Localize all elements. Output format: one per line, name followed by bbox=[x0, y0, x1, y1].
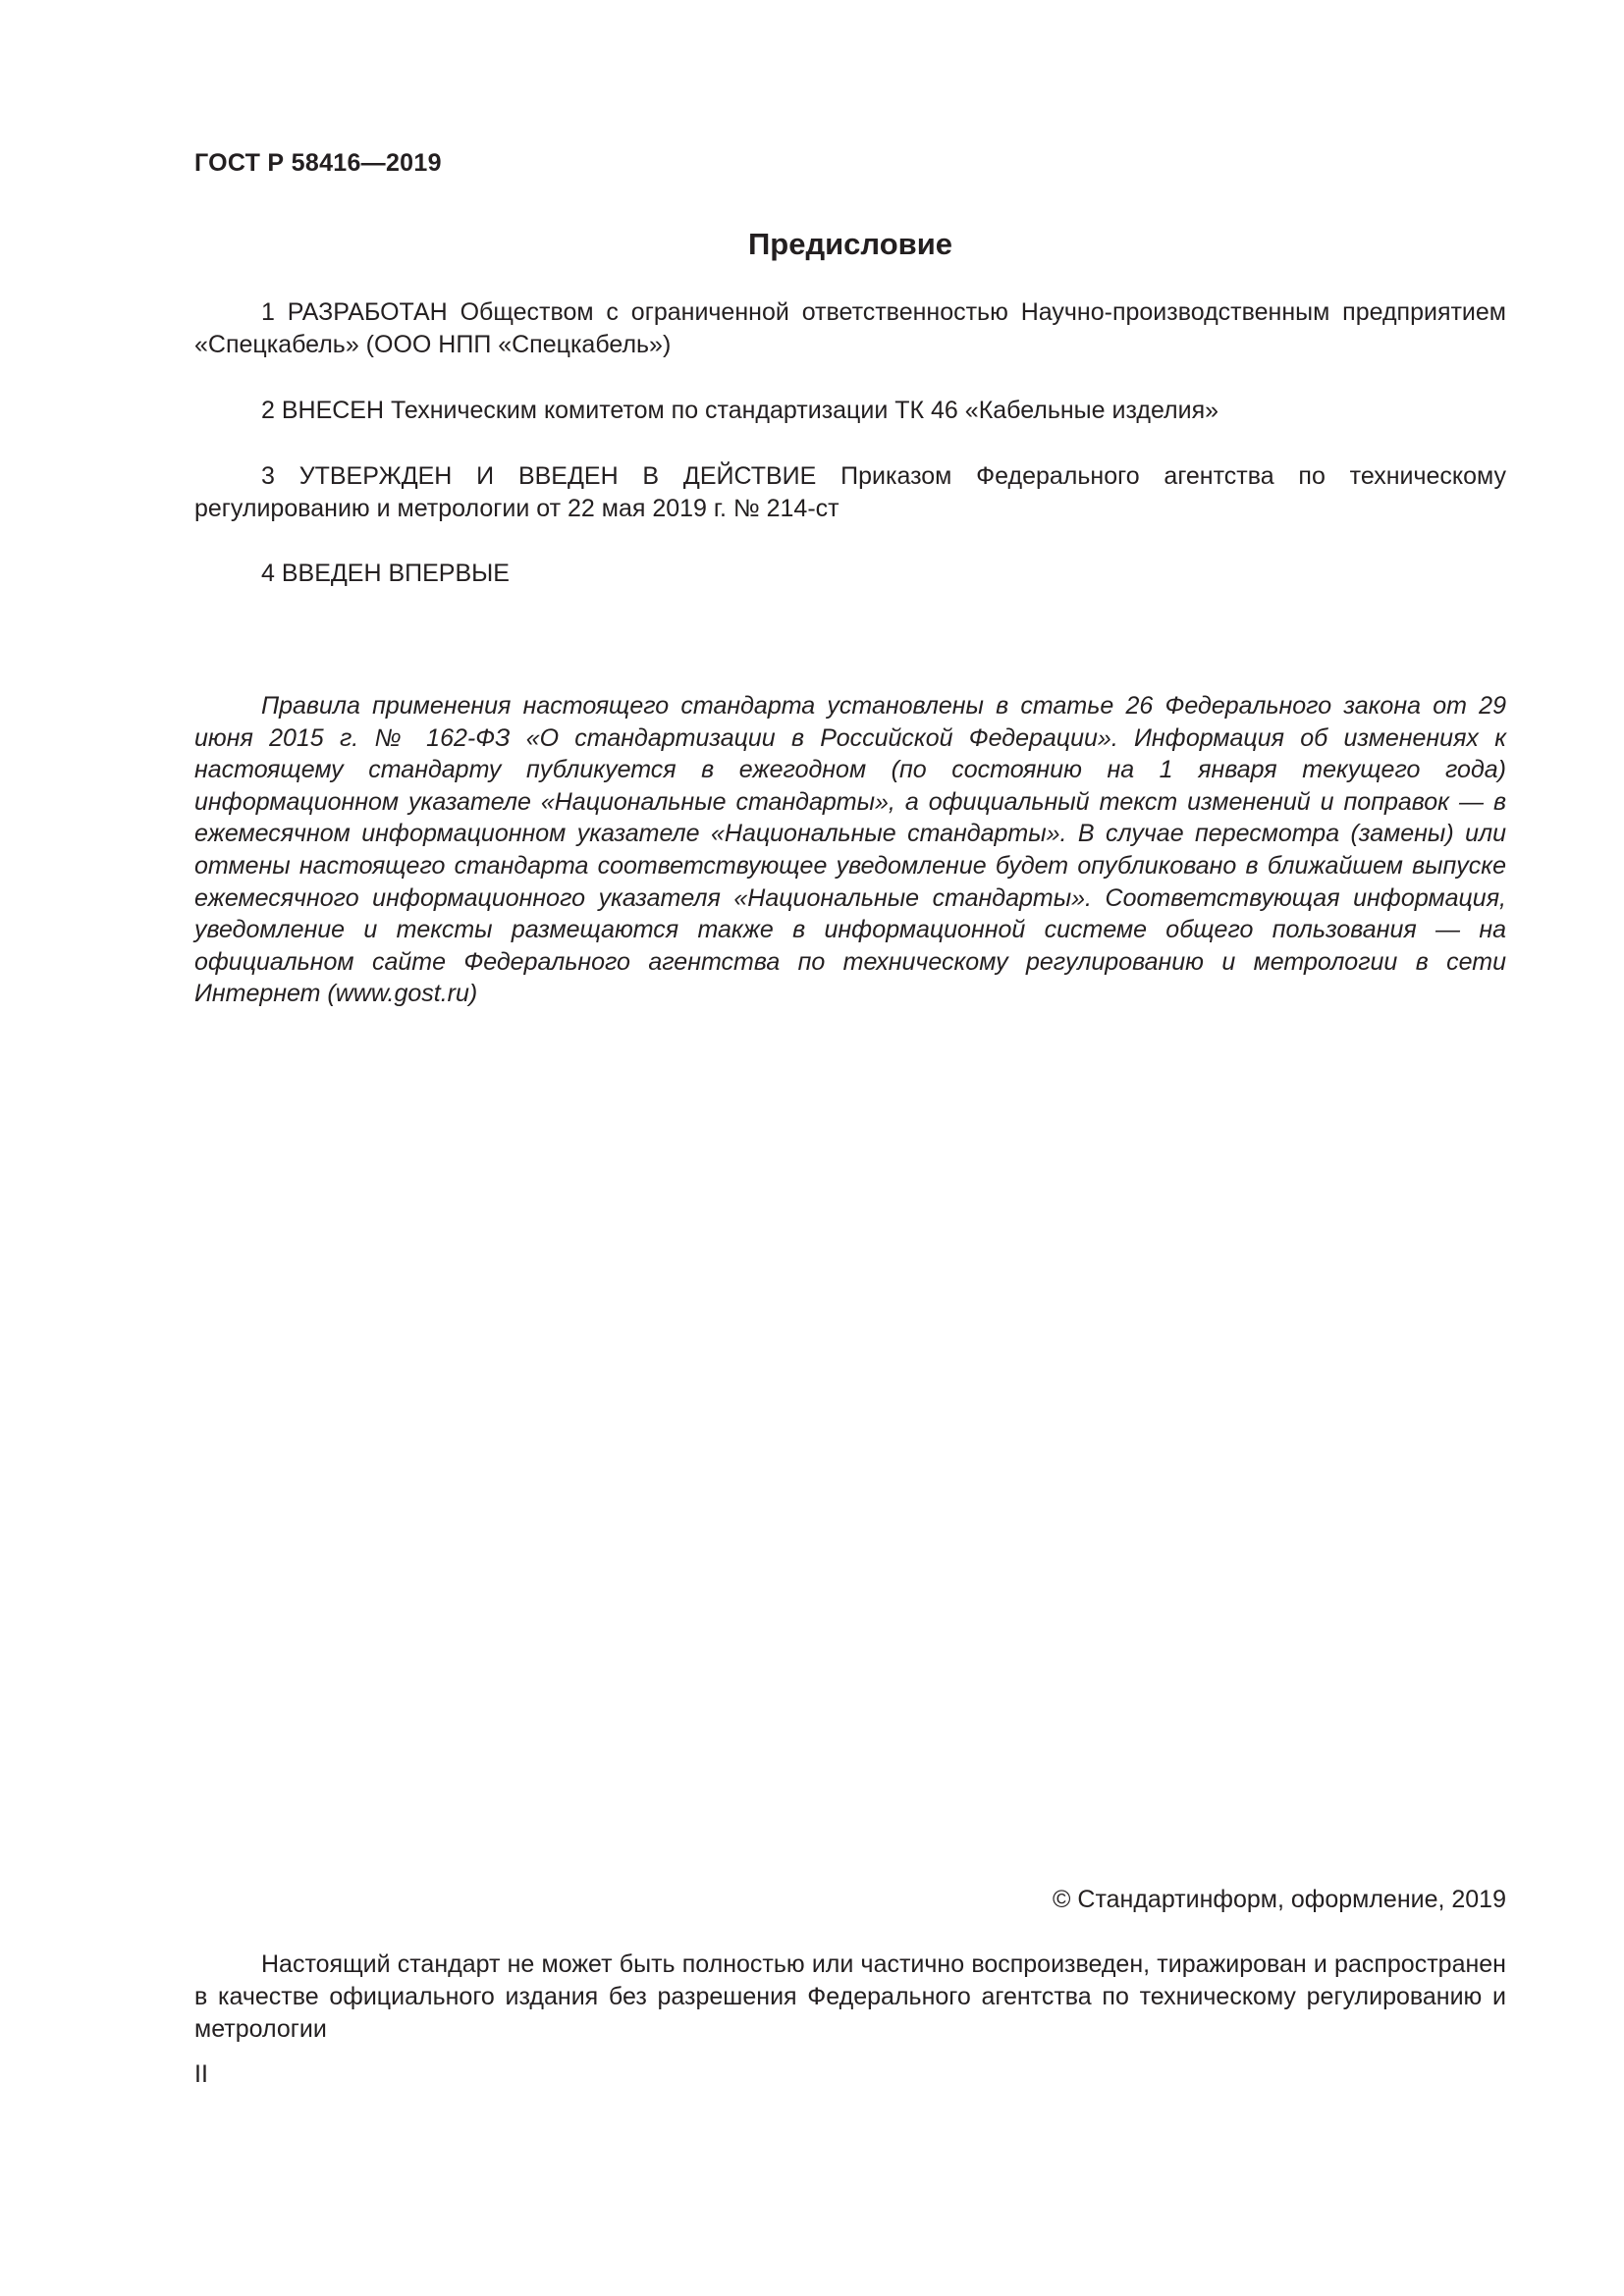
paragraph-approved: 3 УТВЕРЖДЕН И ВВЕДЕН В ДЕЙСТВИЕ Приказом Федерального агентства по техническому регулированию и метрологии от 22 мая 2019 г. № 214-ст bbox=[194, 462, 1506, 522]
document-id: ГОСТ Р 58416—2019 bbox=[194, 149, 442, 177]
paragraph-first-introduced: 4 ВВЕДЕН ВПЕРВЫЕ bbox=[261, 560, 510, 587]
page-title: Предисловие bbox=[747, 227, 952, 261]
page-number: II bbox=[194, 2060, 208, 2088]
reproduction-notice: Настоящий стандарт не может быть полностью или частично воспроизведен, тиражирован и распространен в качестве официального издания без разрешения Федерального агентства по техническому регулированию и метрологии bbox=[194, 1950, 1506, 2043]
application-rules-note: Правила применения настоящего стандарта установлены в статье 26 Федерального закона от 29 июня 2015 г. № 162-ФЗ «О стандартизации в Российской Федерации». Информация об изменениях к настоящему стандарту публикуется в ежегодном (по состоянию на 1 января текущего года) информационном указателе «Национальные стандарты», а официальный текст изменений и поправок — в ежемесячном информационном указателе «Национальные стандарты». В случае пересмотра (замены) или отмены настоящего стандарта соответствующее уведомление будет опубликовано в ближайшем выпуске ежемесячного информационного указателя «Национальные стандарты». Соответствующая информация, уведомление и тексты размещаются также в информационной системе общего пользования — на официальном сайте Федерального агентства по техническому регулированию и метрологии в сети Интернет (www.gost.ru) bbox=[194, 692, 1506, 1008]
paragraph-introduced-by: 2 ВНЕСЕН Техническим комитетом по стандартизации ТК 46 «Кабельные изделия» bbox=[261, 397, 1219, 424]
paragraph-developed-by: 1 РАЗРАБОТАН Обществом с ограниченной ответственностью Научно-производственным предприятием «Спецкабель» (ООО НПП «Спецкабель») bbox=[194, 298, 1506, 358]
copyright-notice: © Стандартинформ, оформление, 2019 bbox=[1053, 1886, 1506, 1913]
